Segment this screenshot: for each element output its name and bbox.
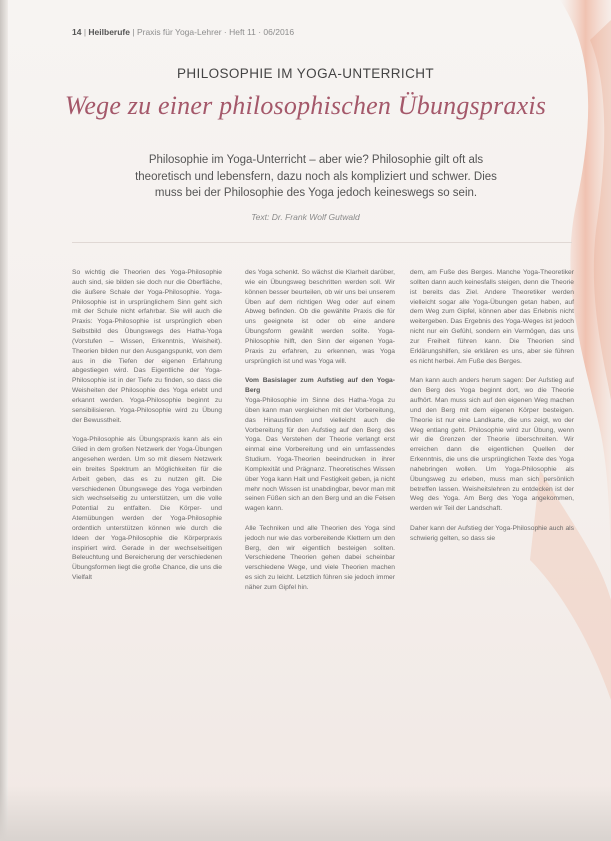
running-header (72, 27, 294, 37)
paragraph: Alle Techniken und alle Theorien des Yoga sind jedoch nur wie das vorbereitende Klettern um den Berg, den wir eigentlich besteigen sollten. Verschiedene Theorien gehen dabei scheinbar verschiedene Wege, und viele Theorien machen es sich zu leicht. Letztlich führen sie jedoch immer näher zum Gipfel hin. (245, 524, 395, 591)
header-separator: | (83, 27, 89, 37)
section-subhead: Vom Basislager zum Aufstieg auf den Yoga-Berg (245, 377, 395, 395)
paragraph: Man kann auch anders herum sagen: Der Aufstieg auf den Berg des Yoga beginnt dort, wo die Theorie aufhört. Man muss sich auf den eigenen Weg machen und den Berg mit dem eigenen Körper besteigen. Theorie ist nur eine Landkarte, die uns zeigt, wo der Weg entlang geht. Philosophie wird zur Übung, wenn wir die Grenzen der Theorie überschreiten. Wir erreichen dann die eigentlichen Quellen der Erkenntnis, die uns die ursprünglichen Texte des Yoga nahebringen wollen. Um Yoga-Philosophie als Übungsweg zu erleben, muss man sich persönlich betreffen lassen. Weisheitslehren zu entdecken ist der Weg des Yoga. Am Berg des Yoga angekommen, werden wir Teil der Landschaft. (410, 377, 574, 513)
header-separator: | (132, 27, 137, 37)
text-column-3 (410, 268, 574, 553)
article-kicker: PHILOSOPHIE IM YOGA-UNTERRICHT (176, 66, 435, 81)
paragraph: Daher kann der Aufstieg der Yoga-Philosophie auch als schwierig gelten, so dass sie (410, 524, 574, 542)
paragraph: Yoga-Philosophie als Übungspraxis kann als ein Glied in dem großen Netzwerk der Yoga-Übungen angesehen werden. Um so mit diesem Netzwerk ein breites Spektrum an Möglichkeiten für die Arbeit geben, das es zu nutzen gilt. Die verschiedenen Übungswege des Yoga verbinden sich wechselseitig zu unterstützen, um die volle Potential zu entfalten. Die Körper- und Atemübungen werden der Yoga-Philosophie ordentlich unterstützen können wie durch die Ideen der Yoga-Philosophie die Körperpraxis inspiriert wird. Gerade in der wechselseitigen Beleuchtung und Bereicherung der verschiedenen Übungsformen liegt die große Chance, die uns die Vielfalt (72, 436, 222, 582)
text-column-1 (72, 268, 222, 593)
page-bottom-shadow (0, 786, 611, 841)
article-lead: Philosophie im Yoga-Unterricht – aber wie? Philosophie gilt oft als theoretisch und lebensfern, dazu noch als kompliziert und schwer. Dies muss bei der Philosophie des Yoga jedoch keineswegs so sein. (135, 154, 497, 199)
paragraph: dem, am Fuße des Berges. Manche Yoga-Theoretiker sollten dann auch keinesfalls steigen, denn die Theorie ist bereits das Ziel. Andere Theoretiker werden vielleicht sogar alle Yoga-Übungen getan haben, auf dem Weg zum Gipfel, können aber das Erlebnis nicht weitergeben. Das Ergebnis des Yoga-Weges ist jedoch nicht nur ein Gefühl, sondern ein Vermögen, das uns zur Freiheit führen kann. Die Theorien sind Erklärungshilfen, sie erklären es uns, aber sie führen es nicht herbei. Am Fuße des Berges. (410, 269, 574, 365)
divider (72, 242, 572, 243)
publication-name: Heilberufe (88, 27, 130, 37)
article-byline: Text: Dr. Frank Wolf Gutwald (251, 212, 360, 222)
article-title: Wege zu einer philosophischen Übungspraxis (64, 91, 547, 120)
paragraph: Yoga-Philosophie im Sinne des Hatha-Yoga zu üben kann man vergleichen mit der Vorbereitung, das Hinausfinden und vielleicht auch die Vorbereitung für den Aufstieg auf den Berg des Yoga. Das Verstehen der Theorie verlangt erst einmal eine Vorbereitung und ein umfassendes Studium. Yoga-Theorien beeindrucken in ihrer Komplexität und Prägnanz. Theoretisches Wissen über Yoga kann Halt und Festigkeit geben, ja nicht mehr noch Wissen ist unabdingbar, bevor man mit seinen Füßen sich an den Berg und an die Felsen wagen kann. (245, 396, 395, 513)
paragraph: des Yoga schenkt. So wächst die Klarheit darüber, wie ein Übungsweg beschritten werden soll. Wir können besser beurteilen, ob wir uns bei unserem Üben auf dem richtigen Weg oder auf einem Abweg befinden. Ob die gewählte Praxis die für uns geeignete ist oder ob eine andere Übungsform gewählt werden sollte. Yoga-Philosophie hilft, den Sinn der eigenen Yoga-Praxis zu erfahren, zu erkennen, was Yoga ursprünglich ist und was Yoga will. (245, 269, 395, 365)
text-column-2 (245, 268, 395, 603)
paragraph: So wichtig die Theorien des Yoga-Philosophie auch sind, sie bilden sie doch nur die Oberfläche, die äußere Schale der Yoga-Philosophie. Yoga-Philosophie ist in ursprünglichem Sinn geht sich mit der Schule nicht erfahrbar. Sie will auch die Praxis: Yoga-Philosophie ist ursprünglich eben Selbstbild des Übungswegs des Hatha-Yoga (Vorstufen – Wissen, Erkenntnis, Weisheit). Theorien bilden nur den Ausgangspunkt, von dem aus in die Tiefen der eigenen Erfahrung abgestiegen wird. Das Eigentliche der Yoga-Philosophie ist in der Tiefe zu finden, so dass die Weisheiten der Philosophie des Yoga erlebt und erkannt werden. Yoga-Philosophie beginnt zu sensibilisieren. Yoga-Philosophie wird zu Übung der Bewusstheit. (72, 269, 222, 424)
page-number: 14 (72, 27, 82, 37)
section-info: Praxis für Yoga-Lehrer · Heft 11 · 06/2016 (136, 27, 295, 37)
